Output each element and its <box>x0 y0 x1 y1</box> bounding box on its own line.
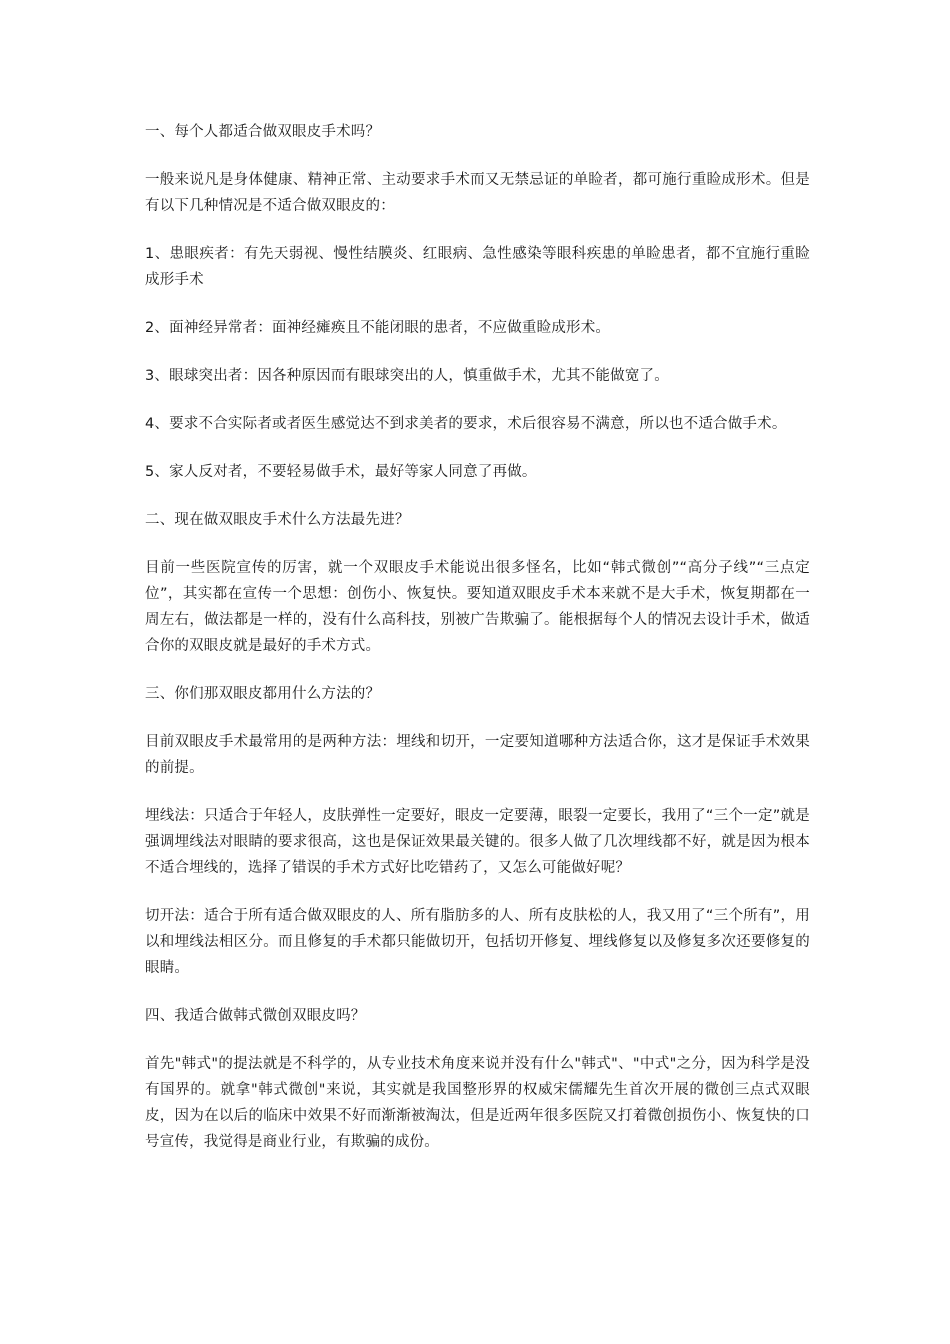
heading-q1: 一、每个人都适合做双眼皮手术吗？ <box>145 124 381 140</box>
paragraph: 埋线法：只适合于年轻人，皮肤弹性一定要好，眼皮一定要薄，眼裂一定要长，我用了“三个一定”就是强调埋线法对眼睛的要求很高，这也是保证效果最关键的。很多人做了几次埋线都不好，就是因为根本不适合埋线的，选择了错误的手术方式好比吃错药了，又怎么可能做好呢？ <box>145 808 810 876</box>
heading-q4: 四、我适合做韩式微创双眼皮吗？ <box>145 1008 366 1024</box>
paragraph: 首先"韩式"的提法就是不科学的，从专业技术角度来说并没有什么"韩式"、"中式"之分，因为科学是没有国界的。就拿"韩式微创"来说，其实就是我国整形界的权威宋儒耀先生首次开展的微创三点式双眼皮，因为在以后的临床中效果不好而渐渐被淘汰，但是近两年很多医院又打着微创损伤小、恢复快的口号宣传，我觉得是商业行业，有欺骗的成份。 <box>145 1056 810 1150</box>
list-item: 1、患眼疾者：有先天弱视、慢性结膜炎、红眼病、急性感染等眼科疾患的单睑患者，都不宜施行重睑成形手术 <box>145 246 810 288</box>
list-item: 3、眼球突出者：因各种原因而有眼球突出的人，慎重做手术，尤其不能做宽了。 <box>145 368 669 384</box>
paragraph: 切开法：适合于所有适合做双眼皮的人、所有脂肪多的人、所有皮肤松的人，我又用了“三个所有”，用以和埋线法相区分。而且修复的手术都只能做切开，包括切开修复、埋线修复以及修复多次还要修复的眼睛。 <box>145 908 810 976</box>
heading-q2: 二、现在做双眼皮手术什么方法最先进？ <box>145 512 410 528</box>
list-item: 2、面神经异常者：面神经瘫痪且不能闭眼的患者，不应做重睑成形术。 <box>145 320 611 336</box>
paragraph: 一般来说凡是身体健康、精神正常、主动要求手术而又无禁忌证的单睑者，都可施行重睑成形术。但是有以下几种情况是不适合做双眼皮的： <box>145 172 810 214</box>
paragraph: 目前双眼皮手术最常用的是两种方法：埋线和切开，一定要知道哪种方法适合你，这才是保证手术效果的前提。 <box>145 734 810 776</box>
heading-q3: 三、你们那双眼皮都用什么方法的？ <box>145 686 381 702</box>
list-item: 4、要求不合实际者或者医生感觉达不到求美者的要求，术后很容易不满意，所以也不适合做手术。 <box>145 416 787 432</box>
document-body <box>145 119 810 1177</box>
paragraph: 目前一些医院宣传的厉害，就一个双眼皮手术能说出很多怪名，比如“韩式微创”“高分子线”“三点定位”，其实都在宣传一个思想：创伤小、恢复快。要知道双眼皮手术本来就不是大手术，恢复期都在一周左右，做法都是一样的，没有什么高科技，别被广告欺骗了。能根据每个人的情况去设计手术，做适合你的双眼皮就是最好的手术方式。 <box>145 560 810 654</box>
list-item: 5、家人反对者，不要轻易做手术，最好等家人同意了再做。 <box>145 464 537 480</box>
